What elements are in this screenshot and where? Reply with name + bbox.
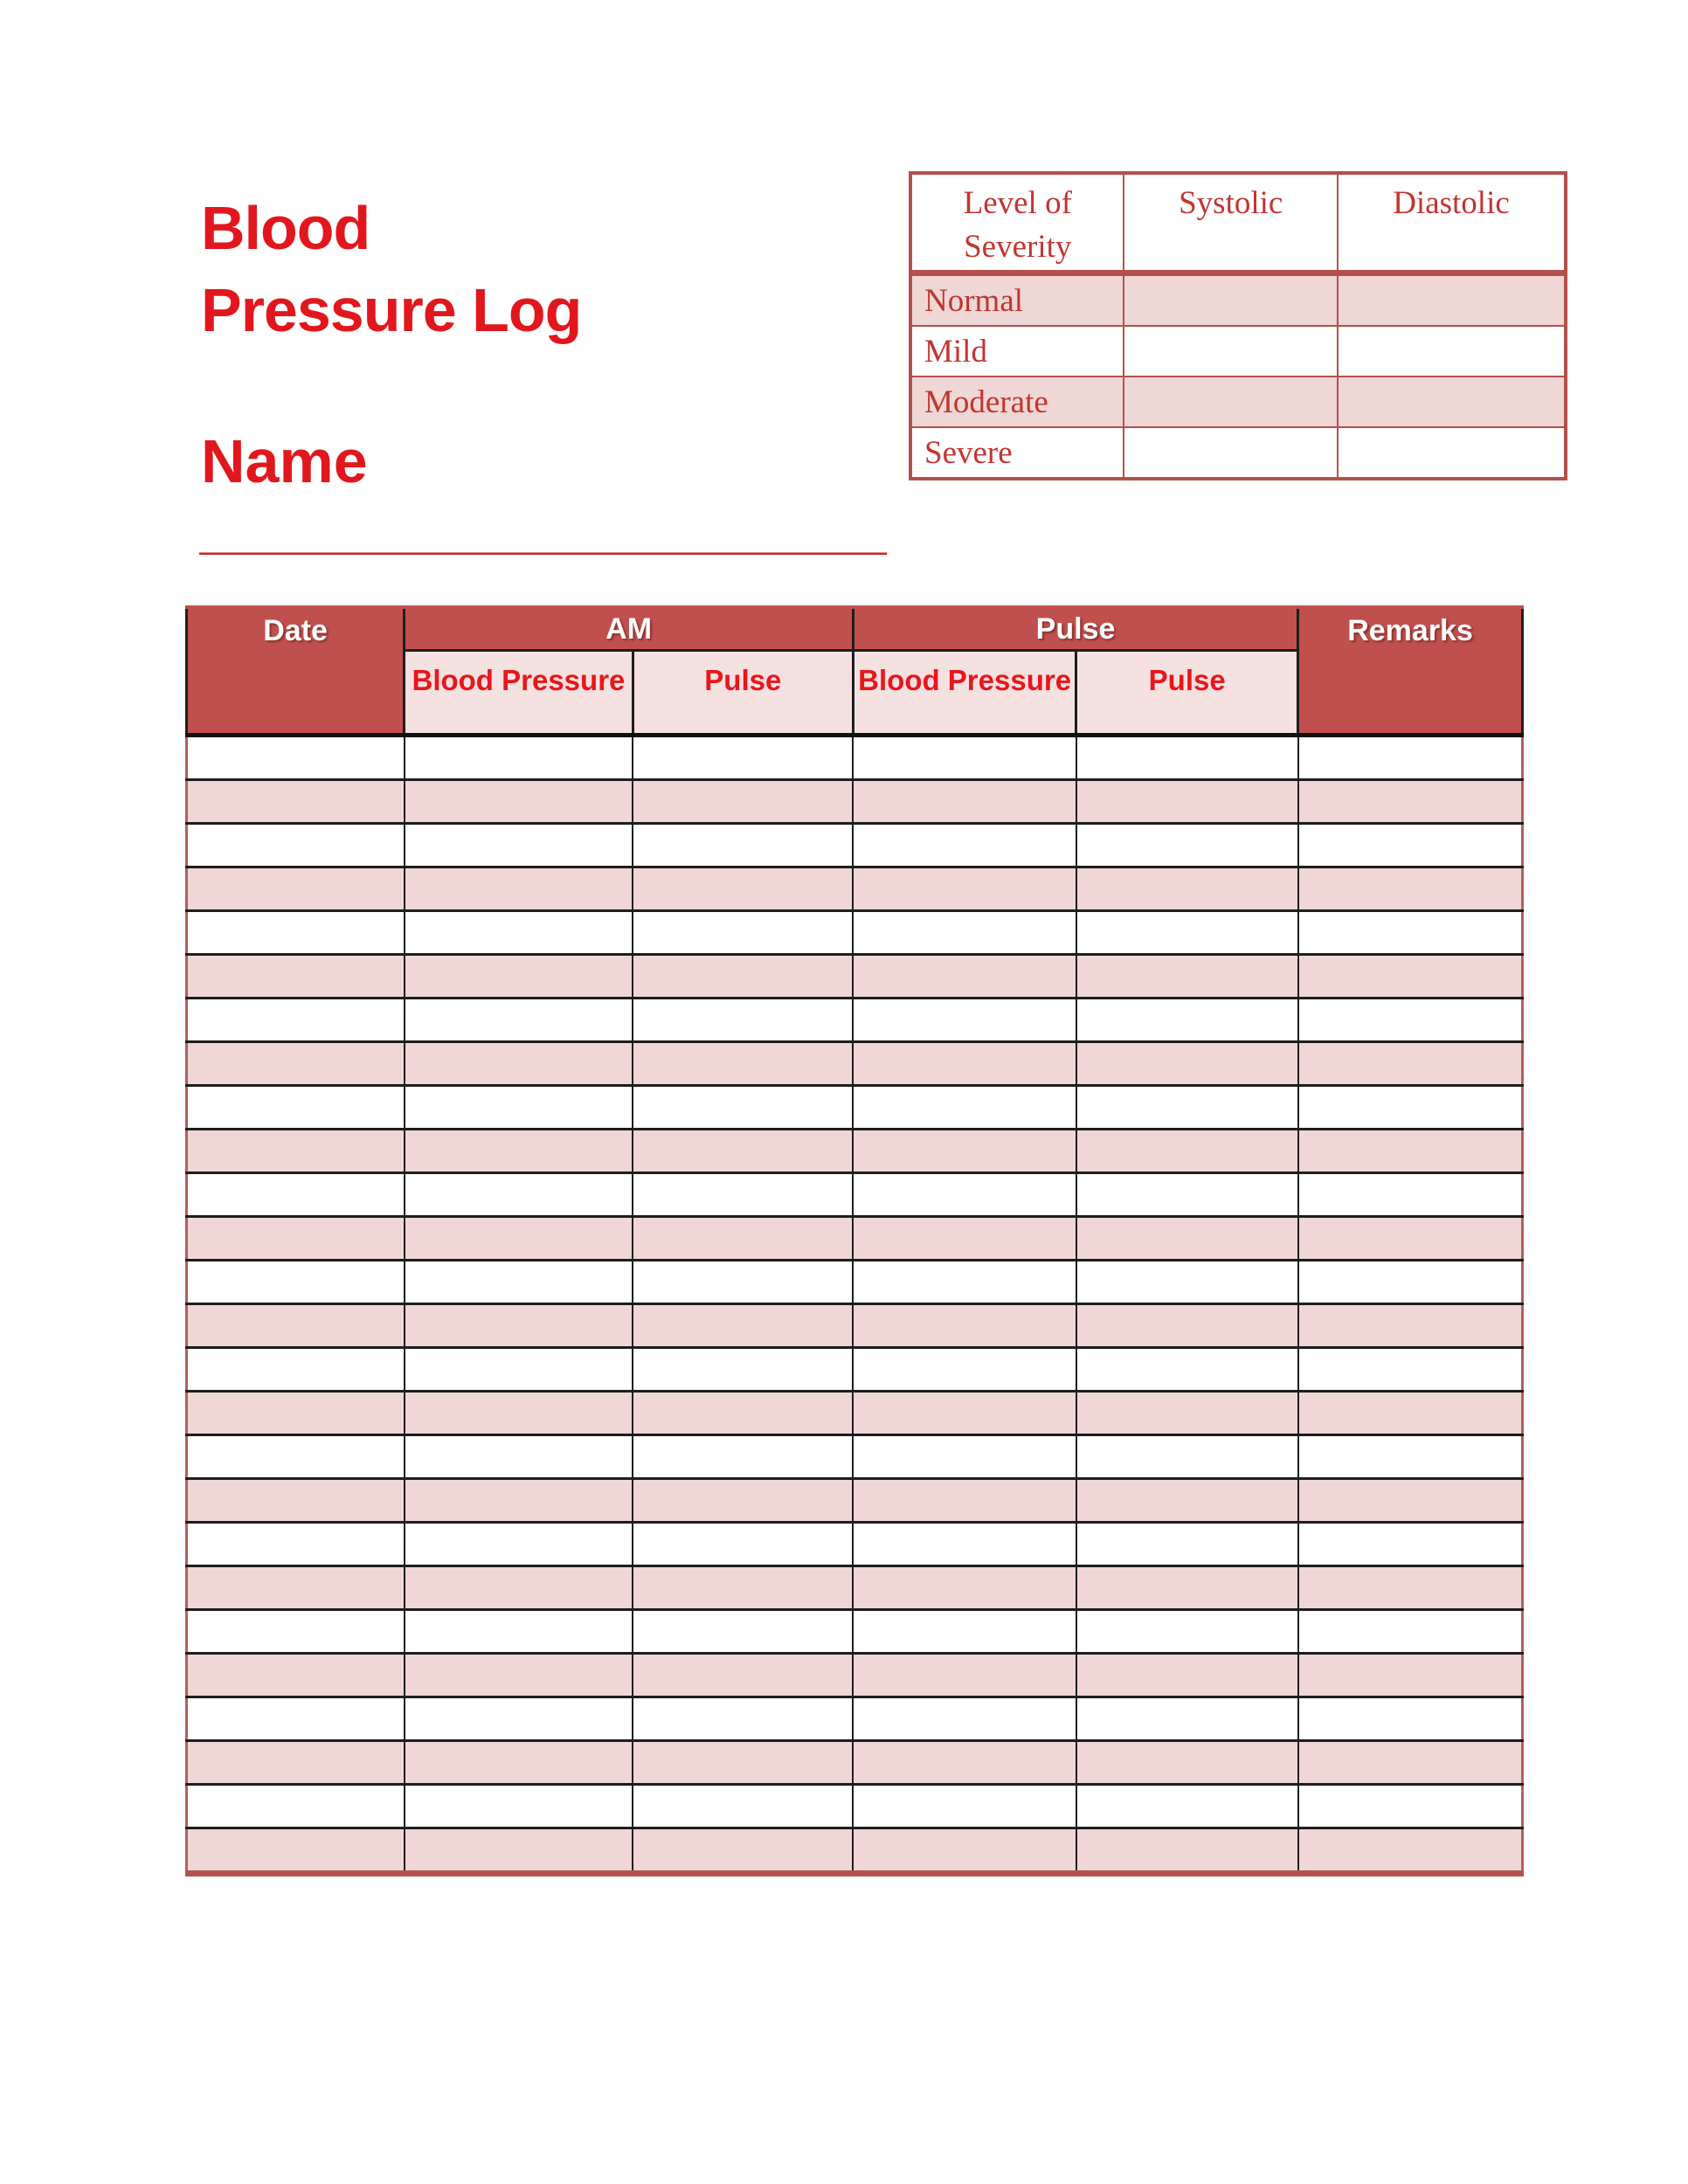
log-cell[interactable] [187, 1435, 405, 1479]
log-cell[interactable] [1298, 1785, 1523, 1828]
log-cell[interactable] [405, 824, 633, 867]
log-header-pm-group: Pulse [853, 607, 1297, 651]
severity-diastolic-cell[interactable] [1338, 427, 1566, 479]
log-cell[interactable] [633, 911, 853, 955]
log-cell[interactable] [853, 1348, 1076, 1392]
page-title-line1: Blood [201, 194, 370, 262]
log-row [187, 736, 1523, 780]
log-cell[interactable] [853, 1304, 1076, 1348]
log-cell[interactable] [187, 1173, 405, 1217]
log-cell[interactable] [187, 911, 405, 955]
log-cell[interactable] [187, 1217, 405, 1261]
severity-header-level: Level of Severity [910, 173, 1124, 273]
log-cell[interactable] [187, 1392, 405, 1435]
log-cell[interactable] [405, 1479, 633, 1523]
log-subheader-pm-blood-pressure: Blood Pressure [853, 651, 1076, 736]
severity-systolic-cell[interactable] [1124, 326, 1337, 377]
log-subheader-am-blood-pressure: Blood Pressure [405, 651, 633, 736]
severity-table [909, 171, 1567, 480]
log-cell[interactable] [187, 1130, 405, 1173]
log-cell[interactable] [1076, 1741, 1298, 1785]
log-cell[interactable] [633, 1785, 853, 1828]
log-cell[interactable] [1076, 1785, 1298, 1828]
log-cell[interactable] [405, 1654, 633, 1697]
log-cell[interactable] [853, 824, 1076, 867]
log-cell[interactable] [1298, 1348, 1523, 1392]
log-cell[interactable] [853, 1697, 1076, 1741]
name-fill-line[interactable]: ______________________ [199, 495, 886, 560]
log-cell[interactable] [1298, 1130, 1523, 1173]
log-cell[interactable] [633, 1479, 853, 1523]
log-row [187, 1566, 1523, 1610]
log-row [187, 824, 1523, 867]
log-cell[interactable] [633, 1828, 853, 1874]
log-cell[interactable] [633, 1086, 853, 1130]
log-cell[interactable] [853, 1042, 1076, 1086]
log-cell[interactable] [1298, 1392, 1523, 1435]
log-table [185, 605, 1524, 1876]
log-cell[interactable] [633, 824, 853, 867]
log-cell[interactable] [1076, 1523, 1298, 1566]
page-title [201, 188, 581, 352]
log-cell[interactable] [1298, 1523, 1523, 1566]
log-cell[interactable] [1076, 1566, 1298, 1610]
log-cell[interactable] [1076, 1086, 1298, 1130]
log-cell[interactable] [633, 1654, 853, 1697]
log-cell[interactable] [187, 1042, 405, 1086]
log-cell[interactable] [1298, 1042, 1523, 1086]
log-cell[interactable] [187, 1741, 405, 1785]
log-cell[interactable] [1076, 1828, 1298, 1874]
log-cell[interactable] [405, 1523, 633, 1566]
log-cell[interactable] [633, 1217, 853, 1261]
page-title-line2: Pressure Log [201, 275, 582, 344]
log-cell[interactable] [187, 1086, 405, 1130]
log-cell[interactable] [853, 1173, 1076, 1217]
log-cell[interactable] [853, 1435, 1076, 1479]
log-cell[interactable] [633, 1130, 853, 1173]
log-cell[interactable] [1298, 1697, 1523, 1741]
log-cell[interactable] [1298, 867, 1523, 911]
log-cell[interactable] [187, 1348, 405, 1392]
log-cell[interactable] [633, 1392, 853, 1435]
log-cell[interactable] [187, 1566, 405, 1610]
severity-row-severe [910, 427, 1566, 479]
log-cell[interactable] [187, 1261, 405, 1304]
severity-systolic-cell[interactable] [1124, 377, 1337, 427]
log-cell[interactable] [1076, 1610, 1298, 1654]
log-cell[interactable] [1298, 1217, 1523, 1261]
log-row [187, 1654, 1523, 1697]
log-cell[interactable] [1298, 824, 1523, 867]
log-cell[interactable] [1076, 1130, 1298, 1173]
log-cell[interactable] [1298, 1610, 1523, 1654]
log-header-date: Date [187, 607, 405, 736]
log-cell[interactable] [1076, 999, 1298, 1042]
log-cell[interactable] [633, 867, 853, 911]
log-cell[interactable] [1298, 1828, 1523, 1874]
log-cell[interactable] [853, 1086, 1076, 1130]
log-cell[interactable] [1298, 780, 1523, 824]
log-cell[interactable] [405, 1697, 633, 1741]
log-cell[interactable] [633, 1042, 853, 1086]
log-cell[interactable] [405, 867, 633, 911]
log-header-remarks: Remarks [1298, 607, 1523, 736]
log-row [187, 1348, 1523, 1392]
log-cell[interactable] [405, 1741, 633, 1785]
log-cell[interactable] [853, 1654, 1076, 1697]
log-cell[interactable] [405, 1566, 633, 1610]
log-cell[interactable] [1298, 999, 1523, 1042]
log-cell[interactable] [187, 1828, 405, 1874]
log-row [187, 1523, 1523, 1566]
log-row [187, 1130, 1523, 1173]
log-cell[interactable] [187, 1785, 405, 1828]
log-cell[interactable] [853, 1523, 1076, 1566]
log-cell[interactable] [853, 1741, 1076, 1785]
log-cell[interactable] [633, 1610, 853, 1654]
log-cell[interactable] [1298, 911, 1523, 955]
log-cell[interactable] [853, 911, 1076, 955]
log-cell[interactable] [853, 955, 1076, 999]
log-cell[interactable] [405, 1828, 633, 1874]
log-cell[interactable] [187, 1654, 405, 1697]
log-row [187, 1697, 1523, 1741]
log-cell[interactable] [853, 1217, 1076, 1261]
log-row [187, 1479, 1523, 1523]
log-cell[interactable] [633, 780, 853, 824]
log-cell[interactable] [1076, 1392, 1298, 1435]
log-row [187, 1261, 1523, 1304]
log-cell[interactable] [405, 1348, 633, 1392]
log-cell[interactable] [405, 1610, 633, 1654]
severity-systolic-cell[interactable] [1124, 273, 1337, 327]
log-cell[interactable] [187, 824, 405, 867]
log-cell[interactable] [1298, 1304, 1523, 1348]
log-cell[interactable] [1076, 1654, 1298, 1697]
log-cell[interactable] [1076, 955, 1298, 999]
log-cell[interactable] [1076, 1261, 1298, 1304]
log-cell[interactable] [1298, 1479, 1523, 1523]
name-label: Name [201, 427, 368, 495]
log-cell[interactable] [853, 1566, 1076, 1610]
log-row [187, 911, 1523, 955]
severity-level-label: Normal [910, 273, 1124, 327]
log-cell[interactable] [853, 1610, 1076, 1654]
log-cell[interactable] [853, 1392, 1076, 1435]
log-cell[interactable] [187, 736, 405, 780]
log-row [187, 955, 1523, 999]
log-cell[interactable] [1076, 1304, 1298, 1348]
log-cell[interactable] [633, 1523, 853, 1566]
log-cell[interactable] [1076, 911, 1298, 955]
severity-header-row [910, 173, 1566, 273]
log-cell[interactable] [405, 1435, 633, 1479]
log-row [187, 1785, 1523, 1828]
severity-row-normal [910, 273, 1566, 327]
log-cell[interactable] [1298, 1086, 1523, 1130]
severity-level-label: Moderate [910, 377, 1124, 427]
log-cell[interactable] [853, 780, 1076, 824]
log-cell[interactable] [1298, 1173, 1523, 1217]
log-cell[interactable] [187, 1479, 405, 1523]
log-row [187, 1173, 1523, 1217]
log-cell[interactable] [405, 955, 633, 999]
severity-systolic-cell[interactable] [1124, 427, 1337, 479]
log-row [187, 1828, 1523, 1874]
log-row [187, 1741, 1523, 1785]
log-cell[interactable] [405, 1785, 633, 1828]
log-cell[interactable] [1076, 1435, 1298, 1479]
log-cell[interactable] [853, 1828, 1076, 1874]
log-cell[interactable] [187, 999, 405, 1042]
log-cell[interactable] [633, 736, 853, 780]
severity-row-moderate [910, 377, 1566, 427]
log-cell[interactable] [405, 1042, 633, 1086]
log-cell[interactable] [405, 1392, 633, 1435]
log-cell[interactable] [633, 1261, 853, 1304]
log-cell[interactable] [1298, 1435, 1523, 1479]
severity-level-label: Severe [910, 427, 1124, 479]
log-cell[interactable] [1076, 1173, 1298, 1217]
log-cell[interactable] [1076, 1348, 1298, 1392]
log-cell[interactable] [633, 955, 853, 999]
log-cell[interactable] [853, 999, 1076, 1042]
log-cell[interactable] [633, 1348, 853, 1392]
log-cell[interactable] [187, 955, 405, 999]
log-cell[interactable] [1298, 1566, 1523, 1610]
severity-row-mild [910, 326, 1566, 377]
log-cell[interactable] [187, 867, 405, 911]
log-cell[interactable] [1298, 736, 1523, 780]
log-cell[interactable] [187, 780, 405, 824]
log-cell[interactable] [633, 1304, 853, 1348]
log-cell[interactable] [633, 1741, 853, 1785]
log-row [187, 780, 1523, 824]
log-cell[interactable] [633, 1697, 853, 1741]
log-cell[interactable] [633, 999, 853, 1042]
log-cell[interactable] [405, 1086, 633, 1130]
log-cell[interactable] [1076, 824, 1298, 867]
log-cell[interactable] [1076, 1697, 1298, 1741]
log-cell[interactable] [1076, 1217, 1298, 1261]
log-cell[interactable] [405, 1130, 633, 1173]
log-cell[interactable] [405, 1261, 633, 1304]
log-row [187, 1304, 1523, 1348]
log-cell[interactable] [1076, 1042, 1298, 1086]
log-cell[interactable] [187, 1304, 405, 1348]
log-cell[interactable] [1076, 1479, 1298, 1523]
log-cell[interactable] [1076, 867, 1298, 911]
severity-level-label: Mild [910, 326, 1124, 377]
log-cell[interactable] [633, 1566, 853, 1610]
log-row [187, 1435, 1523, 1479]
log-cell[interactable] [1076, 736, 1298, 780]
log-row [187, 1392, 1523, 1435]
log-cell[interactable] [853, 1479, 1076, 1523]
severity-header-diastolic: Diastolic [1338, 173, 1566, 273]
log-cell[interactable] [405, 999, 633, 1042]
log-cell[interactable] [187, 1523, 405, 1566]
log-subheader-am-pulse: Pulse [633, 651, 853, 736]
log-cell[interactable] [187, 1610, 405, 1654]
log-table-body [187, 736, 1523, 1874]
severity-diastolic-cell[interactable] [1338, 377, 1566, 427]
log-row [187, 1610, 1523, 1654]
log-cell[interactable] [633, 1173, 853, 1217]
log-cell[interactable] [853, 736, 1076, 780]
log-cell[interactable] [1298, 1654, 1523, 1697]
log-cell[interactable] [405, 736, 633, 780]
log-header-group-row [187, 607, 1523, 651]
severity-diastolic-cell[interactable] [1338, 326, 1566, 377]
log-cell[interactable] [405, 780, 633, 824]
log-cell[interactable] [853, 1785, 1076, 1828]
log-cell[interactable] [1298, 1261, 1523, 1304]
log-subheader-pm-pulse: Pulse [1076, 651, 1298, 736]
log-cell[interactable] [1298, 955, 1523, 999]
log-row [187, 1042, 1523, 1086]
log-cell[interactable] [1076, 780, 1298, 824]
log-cell[interactable] [853, 1261, 1076, 1304]
log-row [187, 1086, 1523, 1130]
log-cell[interactable] [405, 1173, 633, 1217]
severity-diastolic-cell[interactable] [1338, 273, 1566, 327]
log-row [187, 1217, 1523, 1261]
log-cell[interactable] [853, 867, 1076, 911]
log-cell[interactable] [1298, 1741, 1523, 1785]
log-cell[interactable] [405, 1217, 633, 1261]
log-header-am-group: AM [405, 607, 854, 651]
log-cell[interactable] [187, 1697, 405, 1741]
log-cell[interactable] [853, 1130, 1076, 1173]
log-cell[interactable] [405, 911, 633, 955]
log-cell[interactable] [633, 1435, 853, 1479]
log-row [187, 867, 1523, 911]
severity-header-systolic: Systolic [1124, 173, 1337, 273]
log-cell[interactable] [405, 1304, 633, 1348]
log-row [187, 999, 1523, 1042]
